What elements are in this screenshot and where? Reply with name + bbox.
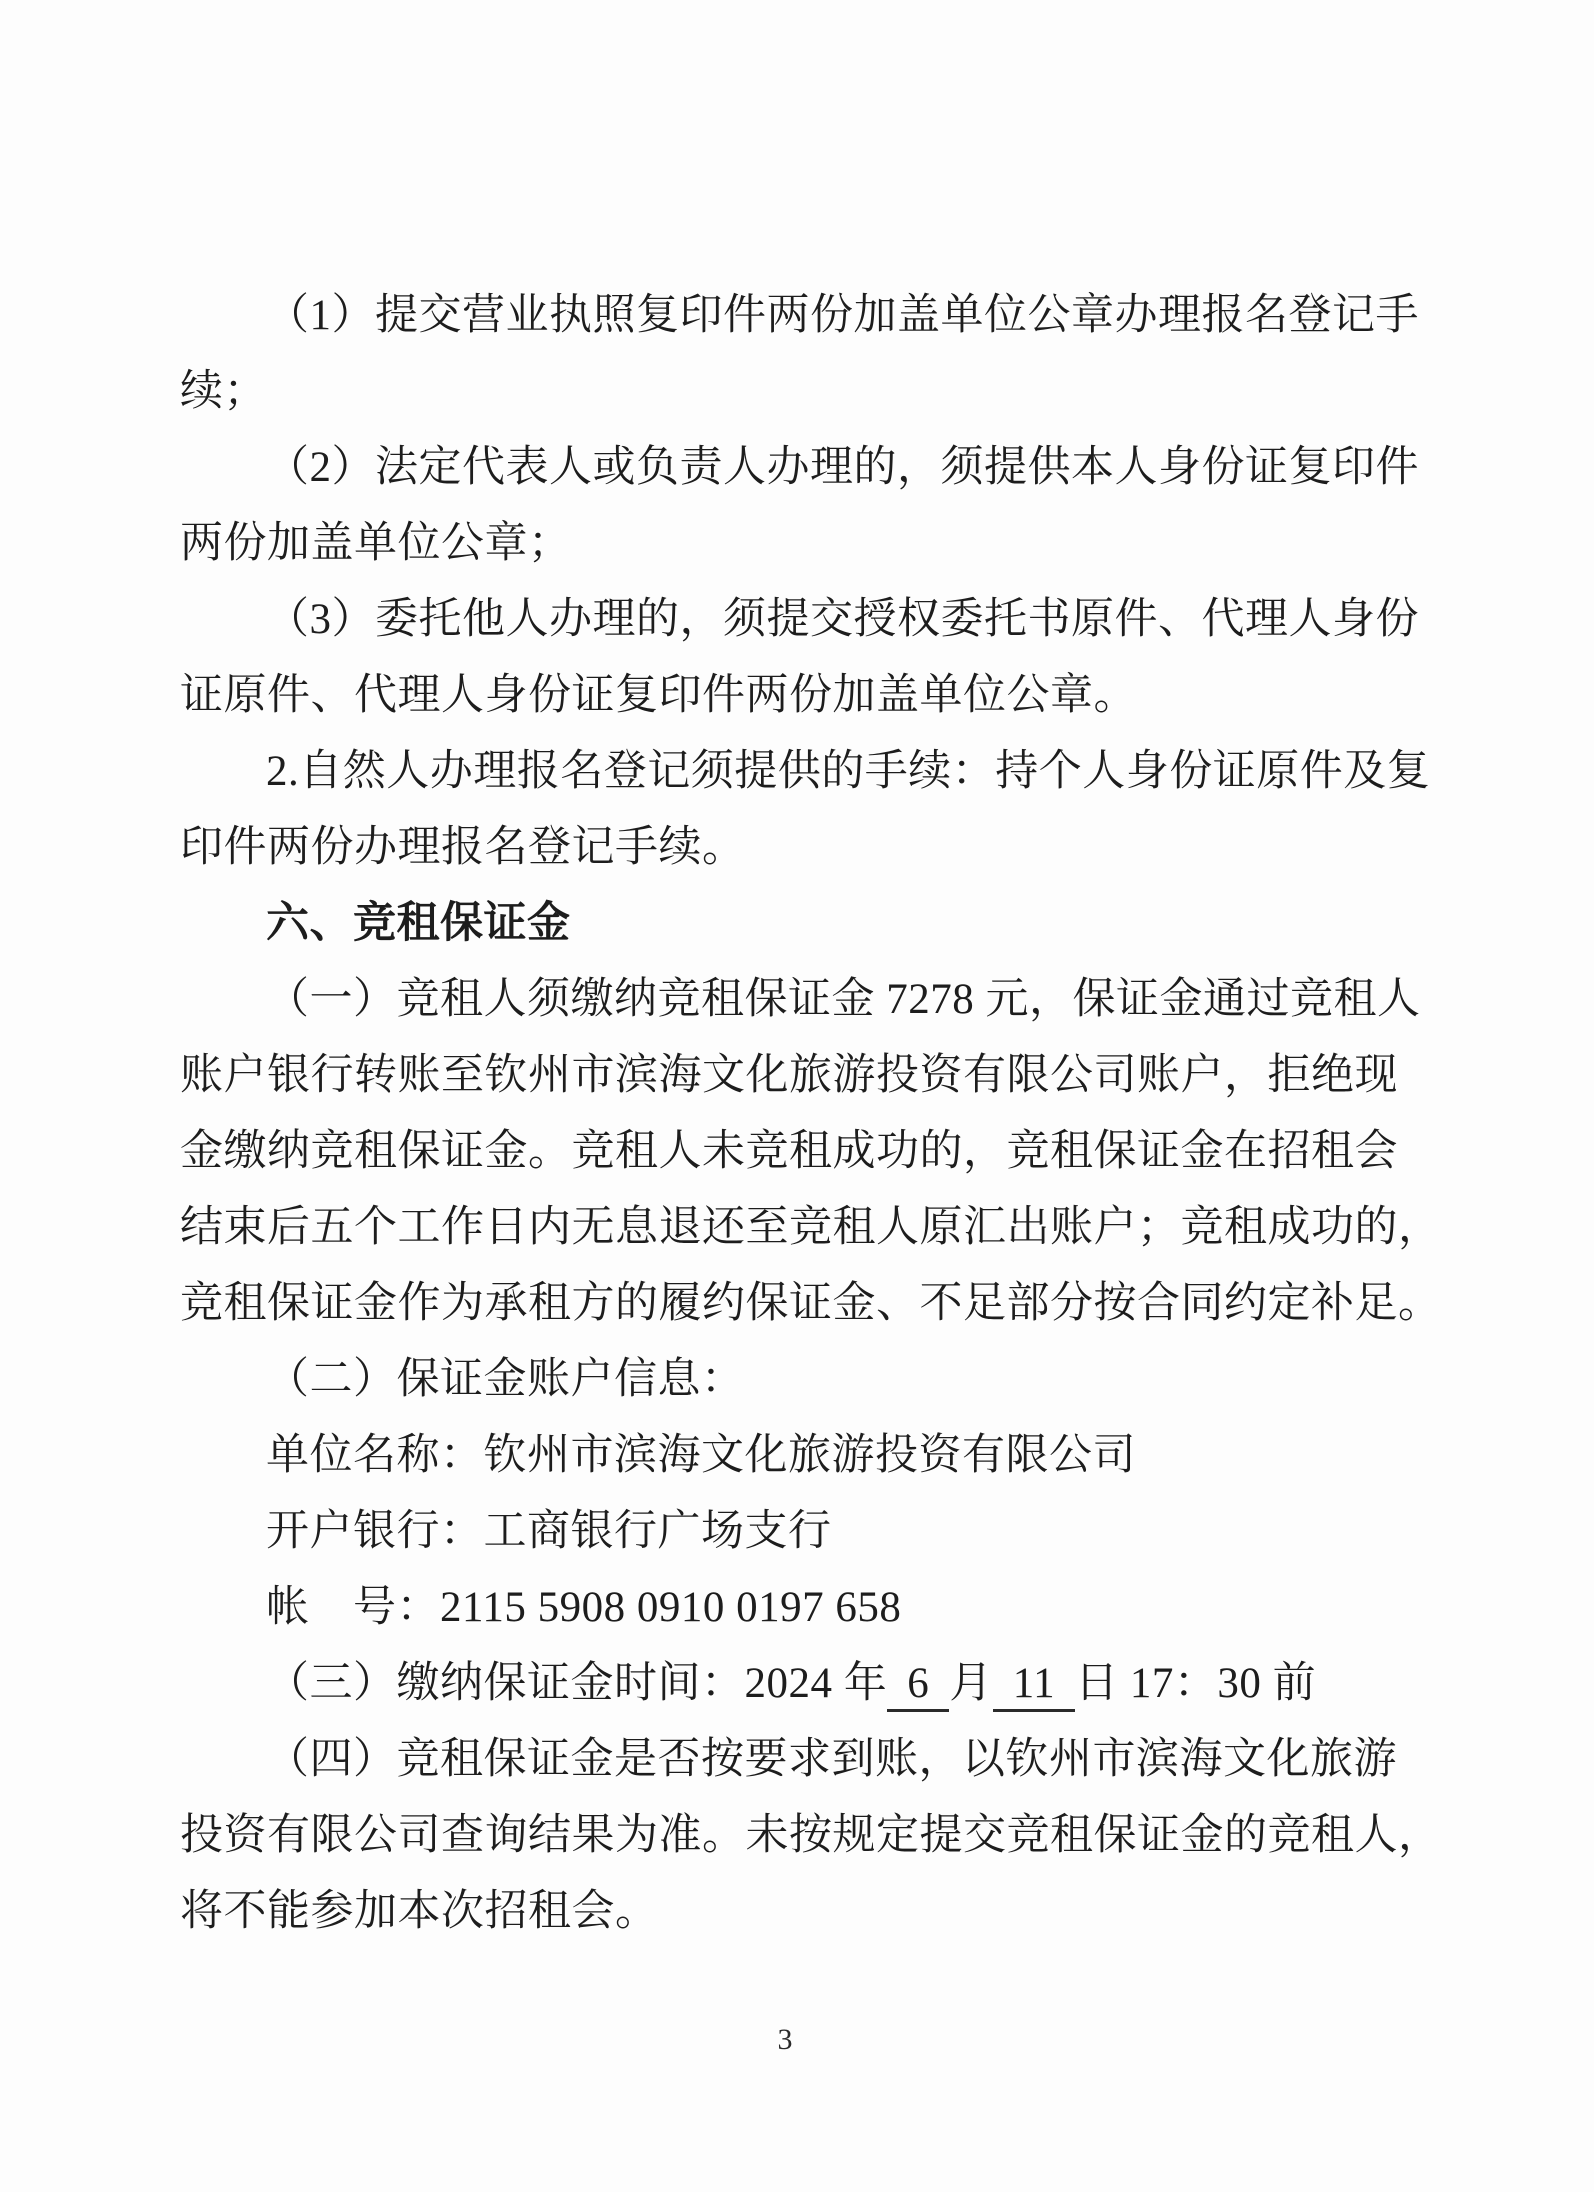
- deposit-paragraph-line-4: 结束后五个工作日内无息退还至竞租人原汇出账户；竞租成功的，: [180, 1204, 1442, 1251]
- document-body: [180, 278, 1442, 1950]
- deposit-paragraph-line-1: （一）竞租人须缴纳竞租保证金 7278 元，保证金通过竞租人: [266, 976, 1421, 1023]
- section-six-heading: 六、竞租保证金: [266, 900, 571, 947]
- procedure-item-1-line-2: 续；: [180, 368, 267, 415]
- account-info-heading-line: （二）保证金账户信息：: [266, 1356, 745, 1403]
- deposit-check-line-2: 投资有限公司查询结果为准。未按规定提交竞租保证金的竞租人，: [180, 1812, 1442, 1859]
- deposit-time-month-value: 6: [887, 1659, 949, 1712]
- page-number: 3: [777, 2023, 793, 2056]
- deposit-time-day-value: 11: [993, 1659, 1075, 1712]
- procedure-item-2-line-2: 两份加盖单位公章；: [180, 520, 572, 567]
- deposit-time-line: [180, 1646, 1396, 1722]
- deposit-paragraph-line-3: 金缴纳竞租保证金。竞租人未竞租成功的，竞租保证金在招租会: [180, 1128, 1398, 1175]
- procedure-item-3-line-1: （3）委托他人办理的，须提交授权委托书原件、代理人身份: [266, 596, 1419, 643]
- deposit-time-suffix: 日 17：30 前: [1075, 1660, 1317, 1707]
- deposit-paragraph-line-2: 账户银行转账至钦州市滨海文化旅游投资有限公司账户，拒绝现: [180, 1052, 1398, 1099]
- natural-person-procedure-line-1: 2.自然人办理报名登记须提供的手续：持个人身份证原件及复: [266, 748, 1431, 795]
- natural-person-procedure-line-2: 印件两份办理报名登记手续。: [180, 824, 746, 871]
- account-number-line: 帐 号：2115 5908 0910 0197 658: [266, 1584, 902, 1631]
- deposit-check-line-1: （四）竞租保证金是否按要求到账，以钦州市滨海文化旅游: [266, 1736, 1397, 1783]
- deposit-paragraph-line-5: 竞租保证金作为承租方的履约保证金、不足部分按合同约定补足。: [180, 1280, 1442, 1327]
- procedure-item-1-line-1: （1）提交营业执照复印件两份加盖单位公章办理报名登记手: [266, 292, 1419, 339]
- deposit-time-month-char: 月: [949, 1660, 993, 1707]
- procedure-item-3-line-2: 证原件、代理人身份证复印件两份加盖单位公章。: [180, 672, 1137, 719]
- account-bank-line: 开户银行：工商银行广场支行: [266, 1508, 832, 1555]
- deposit-time-prefix: （三）缴纳保证金时间：2024 年: [266, 1660, 888, 1707]
- procedure-item-2-line-1: （2）法定代表人或负责人办理的，须提供本人身份证复印件: [266, 444, 1419, 491]
- deposit-check-line-3: 将不能参加本次招租会。: [180, 1888, 659, 1935]
- account-unit-name-line: 单位名称：钦州市滨海文化旅游投资有限公司: [266, 1432, 1136, 1479]
